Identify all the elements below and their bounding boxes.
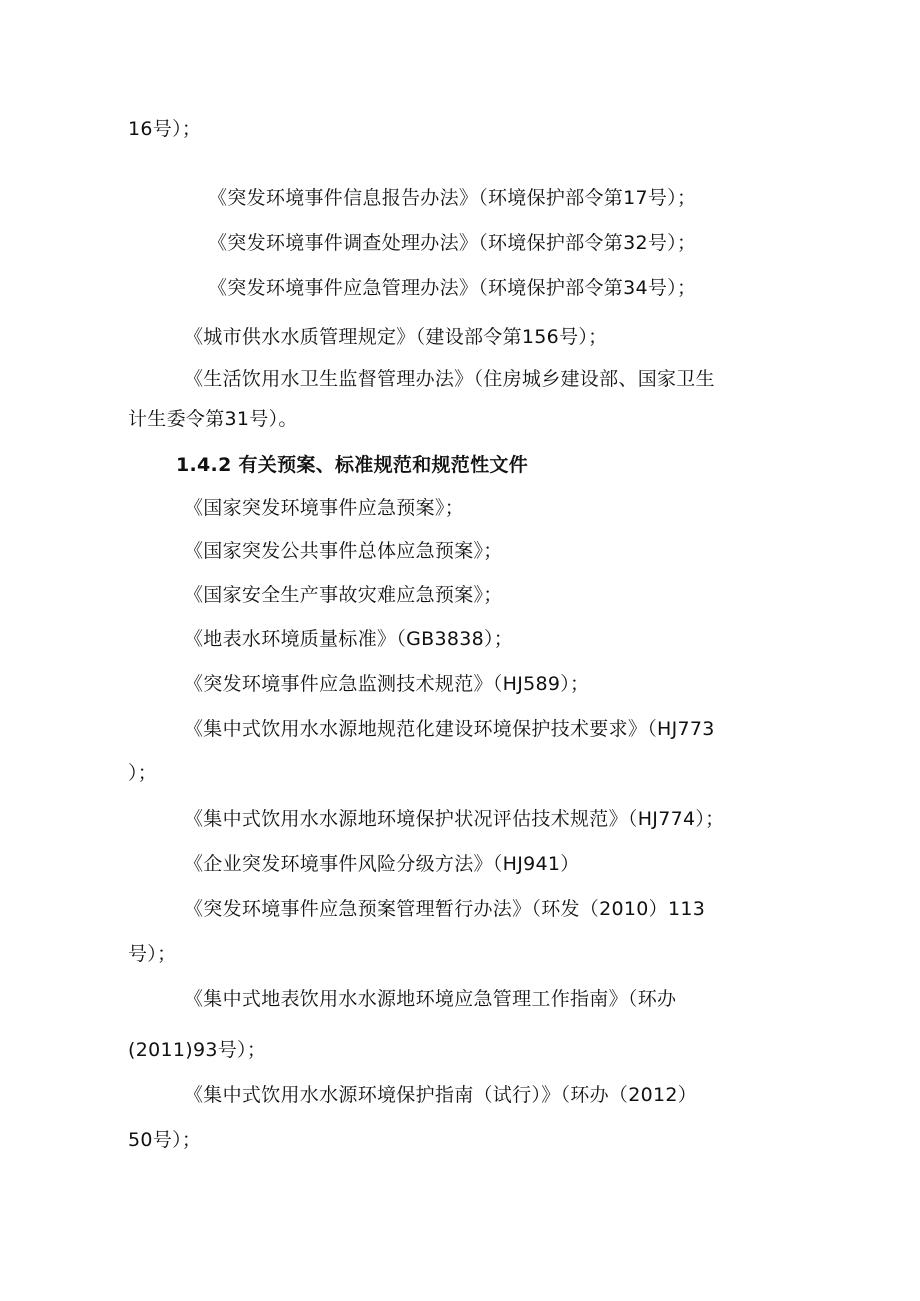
text-line: 号）； [128, 943, 177, 965]
regulation-item: 《突发环境事件调查处理办法》（环境保护部令第32号）； [208, 232, 697, 254]
document-item: 《突发环境事件应急预案管理暂行办法》（环发（2010）113 [184, 898, 706, 920]
document-item: 《集中式饮用水水源环境保护指南（试行）》（环办（2012） [184, 1084, 698, 1106]
standard-item: 《突发环境事件应急监测技术规范》（HJ589）； [184, 673, 590, 695]
standard-item: 《企业突发环境事件风险分级方法》（HJ941） [184, 853, 580, 875]
document-item: 《集中式地表饮用水水源地环境应急管理工作指南》（环办 [184, 988, 677, 1010]
plan-item: 《国家突发环境事件应急预案》； [184, 497, 465, 519]
standard-item: 《集中式饮用水水源地环境保护状况评估技术规范》（HJ774）； [184, 808, 725, 830]
standard-item: 《地表水环境质量标准》（GB3838）； [184, 628, 514, 650]
regulation-item: 《突发环境事件信息报告办法》（环境保护部令第17号）； [208, 187, 697, 209]
text-line: 16号）； [128, 118, 202, 140]
plan-item: 《国家安全生产事故灾难应急预案》； [184, 584, 503, 606]
text-line: (2011)93号）； [128, 1039, 267, 1061]
text-line: 50号）； [128, 1129, 202, 1151]
regulation-item: 《突发环境事件应急管理办法》（环境保护部令第34号）； [208, 277, 697, 299]
text-line: 计生委令第31号）。 [128, 408, 298, 430]
section-heading: 1.4.2 有关预案、标准规范和规范性文件 [176, 454, 529, 476]
regulation-item: 《城市供水水质管理规定》（建设部令第156号）； [184, 326, 608, 348]
standard-item: 《集中式饮用水水源地规范化建设环境保护技术要求》（HJ773 [184, 718, 715, 740]
regulation-item: 《生活饮用水卫生监督管理办法》（住房城乡建设部、国家卫生 [184, 368, 715, 390]
plan-item: 《国家突发公共事件总体应急预案》； [184, 540, 503, 562]
text-line: ）； [128, 762, 158, 784]
